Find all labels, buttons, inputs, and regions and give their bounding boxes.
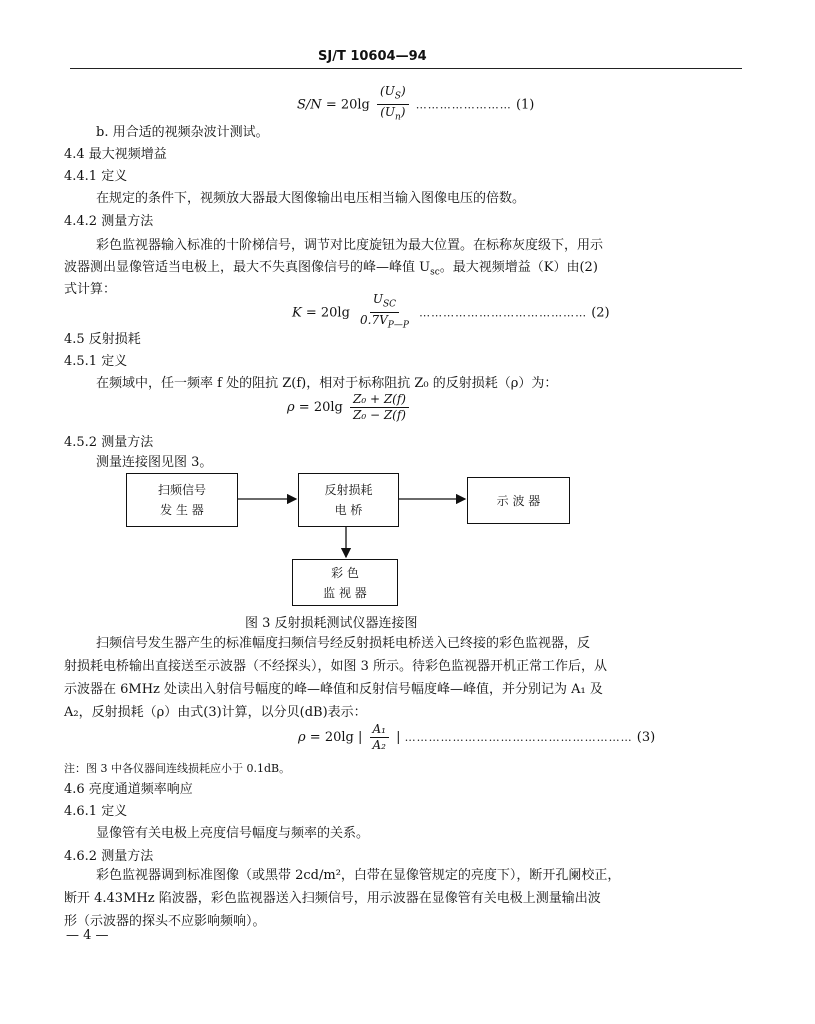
document-id: SJ/T 10604—94	[318, 49, 427, 64]
equation-2	[292, 292, 610, 334]
box-color-monitor: 彩 色 监 视 器	[292, 559, 398, 606]
rho-lhs: ρ	[287, 400, 295, 415]
equation-1	[297, 84, 534, 126]
rho-fraction	[350, 392, 409, 423]
eq1-denominator: $(U_n)$	[380, 105, 406, 123]
section-4-6-1-text: 显像管有关电极上亮度信号幅度与频率的关系。	[96, 826, 370, 841]
eq3-denominator: A₂	[372, 738, 386, 752]
eq3-lhs: ρ	[298, 730, 306, 745]
equation-3	[298, 722, 655, 753]
box-oscilloscope: 示 波 器	[467, 477, 570, 524]
section-4-5-2: 4.5.2 测量方法	[64, 435, 154, 450]
eq3-bar-close: |	[396, 730, 401, 745]
eq2-lhs: K	[292, 305, 302, 321]
header-rule	[70, 68, 742, 69]
eq2-tag: (2)	[591, 305, 610, 321]
eq3-tag: (3)	[636, 730, 656, 745]
section-4-5-2-text: 测量连接图见图 3。	[96, 455, 213, 470]
rho-operator: = 20lg	[298, 400, 343, 415]
eq2-numerator: $U_{SC}$	[370, 292, 399, 313]
eq2-denominator: $0.7V_{P—P}$	[360, 313, 409, 331]
eq2-operator: = 20lg	[305, 305, 350, 321]
section-4-5: 4.5 反射损耗	[64, 332, 141, 347]
page-number: — 4 —	[66, 928, 109, 943]
eq1-numerator: $(U_S)$	[377, 84, 409, 105]
paragraph-line2: 射损耗电桥输出直接送至示波器（不经探头），如图 3 所示。待彩色监视器开机正常工作后，从	[64, 659, 608, 674]
section-4-4-2-line1: 彩色监视器输入标准的十阶梯信号，调节对比度旋钮为最大位置。在标称灰度级下，用示	[96, 238, 604, 253]
rho-numerator: Z₀ + Z(f)	[350, 392, 409, 408]
eq3-fraction	[370, 722, 389, 753]
eq3-numerator: A₁	[370, 722, 389, 738]
rho-denominator: Z₀ − Z(f)	[352, 408, 406, 422]
eq2-fraction	[357, 292, 412, 334]
section-4-6-2-line1: 彩色监视器调到标准图像（或黑带 2cd/m²，白带在显像管规定的亮度下），断开孔阑校正，	[96, 868, 621, 883]
section-4-6-2-line3: 形（示波器的探头不应影响频响）。	[64, 914, 266, 929]
eq1-fraction	[377, 84, 409, 126]
section-4-4: 4.4 最大视频增益	[64, 147, 167, 162]
box-sweep-generator: 扫频信号 发 生 器	[126, 473, 238, 527]
section-4-4-1: 4.4.1 定义	[64, 169, 128, 184]
figure-note: 注：图 3 中各仪器间连线损耗应小于 0.1dB。	[64, 762, 291, 775]
section-4-6: 4.6 亮度通道频率响应	[64, 782, 193, 797]
eq2-leader: ……………………………………	[419, 306, 588, 320]
section-4-4-2: 4.4.2 测量方法	[64, 214, 154, 229]
equation-rho-definition	[287, 392, 412, 423]
figure-caption: 图 3 反射损耗测试仪器连接图	[245, 616, 418, 631]
eq3-leader: …………………………………………………	[404, 731, 633, 744]
paragraph-line3: 示波器在 6MHz 处读出入射信号幅度的峰—峰值和反射信号幅度峰—峰值，并分别记为 A₁ 及	[64, 682, 603, 697]
section-4-6-2-line2: 断开 4.43MHz 陷波器，彩色监视器送入扫频信号，用示波器在显像管有关电极上测量输出波	[64, 891, 601, 906]
eq1-tag: (1)	[515, 97, 535, 113]
eq1-lhs: S/N	[297, 97, 322, 113]
section-4-4-1-text: 在规定的条件下，视频放大器最大图像输出电压相当输入图像电压的倍数。	[96, 191, 526, 206]
eq1-leader: ……………………	[415, 98, 512, 112]
eq1-operator: = 20lg	[325, 97, 370, 113]
section-4-5-1-text: 在频域中，任一频率 f 处的阻抗 Z(f)，相对于标称阻抗 Z₀ 的反射损耗（ρ）为：	[96, 376, 558, 391]
box-reflection-bridge: 反射损耗 电 桥	[298, 473, 399, 527]
paragraph-line1: 扫频信号发生器产生的标准幅度扫频信号经反射损耗电桥送入已终接的彩色监视器，反	[96, 636, 591, 651]
eq3-operator: = 20lg |	[309, 730, 363, 745]
section-4-6-1: 4.6.1 定义	[64, 804, 128, 819]
section-4-4-2-line2: 波器测出显像管适当电极上，最大不失真图像信号的峰—峰值 $U_{sc}$。最大视频增益（K）由(2)	[64, 260, 598, 278]
section-4-5-1: 4.5.1 定义	[64, 354, 128, 369]
item-b: b. 用合适的视频杂波计测试。	[96, 125, 269, 140]
section-4-6-2: 4.6.2 测量方法	[64, 849, 154, 864]
paragraph-line4: A₂，反射损耗（ρ）由式(3)计算，以分贝(dB)表示：	[64, 705, 367, 720]
section-4-4-2-line3: 式计算：	[64, 282, 117, 297]
